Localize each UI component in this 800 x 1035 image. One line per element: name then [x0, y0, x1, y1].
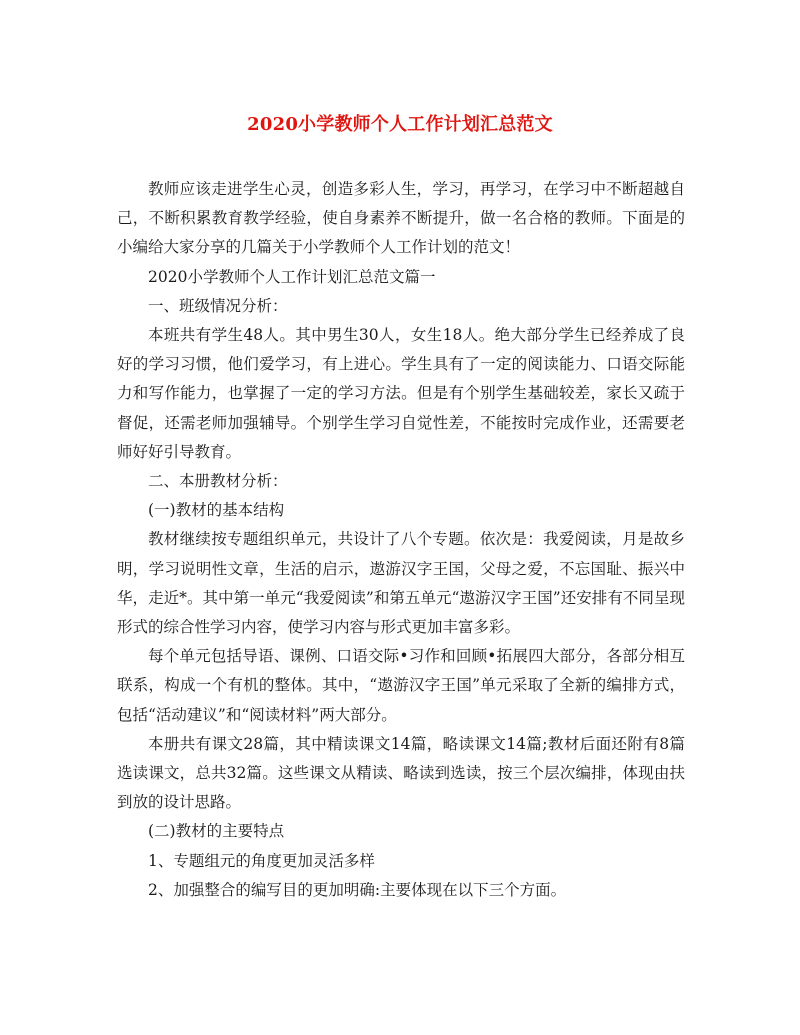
- class-analysis-paragraph: 本班共有学生48人。其中男生30人，女生18人。绝大部分学生已经养成了良好的学习习惯，他们爱学习，有上进心。学生具有了一定的阅读能力、口语交际能力和写作能力，也掌握了一定的学习方法。但是有个别学生基础较差，家长又疏于督促，还需老师加强辅导。个别学生学习自觉性差，不能按时完成作业，还需要老师好好引导教育。: [117, 326, 685, 461]
- document-title: 2020小学教师个人工作计划汇总范文: [247, 114, 553, 135]
- unit-composition-paragraph: 每个单元包括导语、课例、口语交际•习作和回顾•拓展四大部分，各部分相互联系，构成一个有机的整体。其中，“遨游汉字王国”单元采取了全新的编排方式，包括“活动建议”和“阅读材料”两大部分。: [117, 647, 685, 724]
- lesson-count-paragraph: 本册共有课文28篇，其中精读课文14篇，略读课文14篇;教材后面还附有8篇选读课文，总共32篇。这些课文从精读、略读到选读，按三个层次编排，体现由扶到放的设计思路。: [117, 734, 685, 812]
- heading-textbook-features: (二)教材的主要特点: [148, 822, 285, 841]
- heading-class-analysis: 一、班级情况分析：: [148, 296, 288, 315]
- section-heading-plan-one: 2020小学教师个人工作计划汇总范文篇一: [148, 267, 436, 286]
- heading-textbook-analysis: 二、本册教材分析：: [148, 472, 288, 491]
- textbook-structure-paragraph: 教材继续按专题组织单元，共设计了八个专题。依次是：我爱阅读，月是故乡明，学习说明性文章，生活的启示，遨游汉字王国，父母之爱，不忘国耻、振兴中华，走近*。其中第一单元“我爱阅读”和第五单元“遨游汉字王国”还安排有不同呈现形式的综合性学习内容，使学习内容与形式更加丰富多彩。: [117, 530, 685, 637]
- intro-paragraph: 教师应该走进学生心灵，创造多彩人生，学习，再学习，在学习中不断超越自己，不断积累教育教学经验，使自身素养不断提升，做一名合格的教师。下面是的小编给大家分享的几篇关于小学教师个人工作计划的范文！: [117, 180, 685, 257]
- document-body: [117, 175, 685, 905]
- feature-item-1: 1、专题组元的角度更加灵活多样: [148, 851, 375, 870]
- feature-item-2: 2、加强整合的编写目的更加明确:主要体现在以下三个方面。: [148, 880, 567, 899]
- heading-textbook-structure: (一)教材的基本结构: [148, 501, 285, 520]
